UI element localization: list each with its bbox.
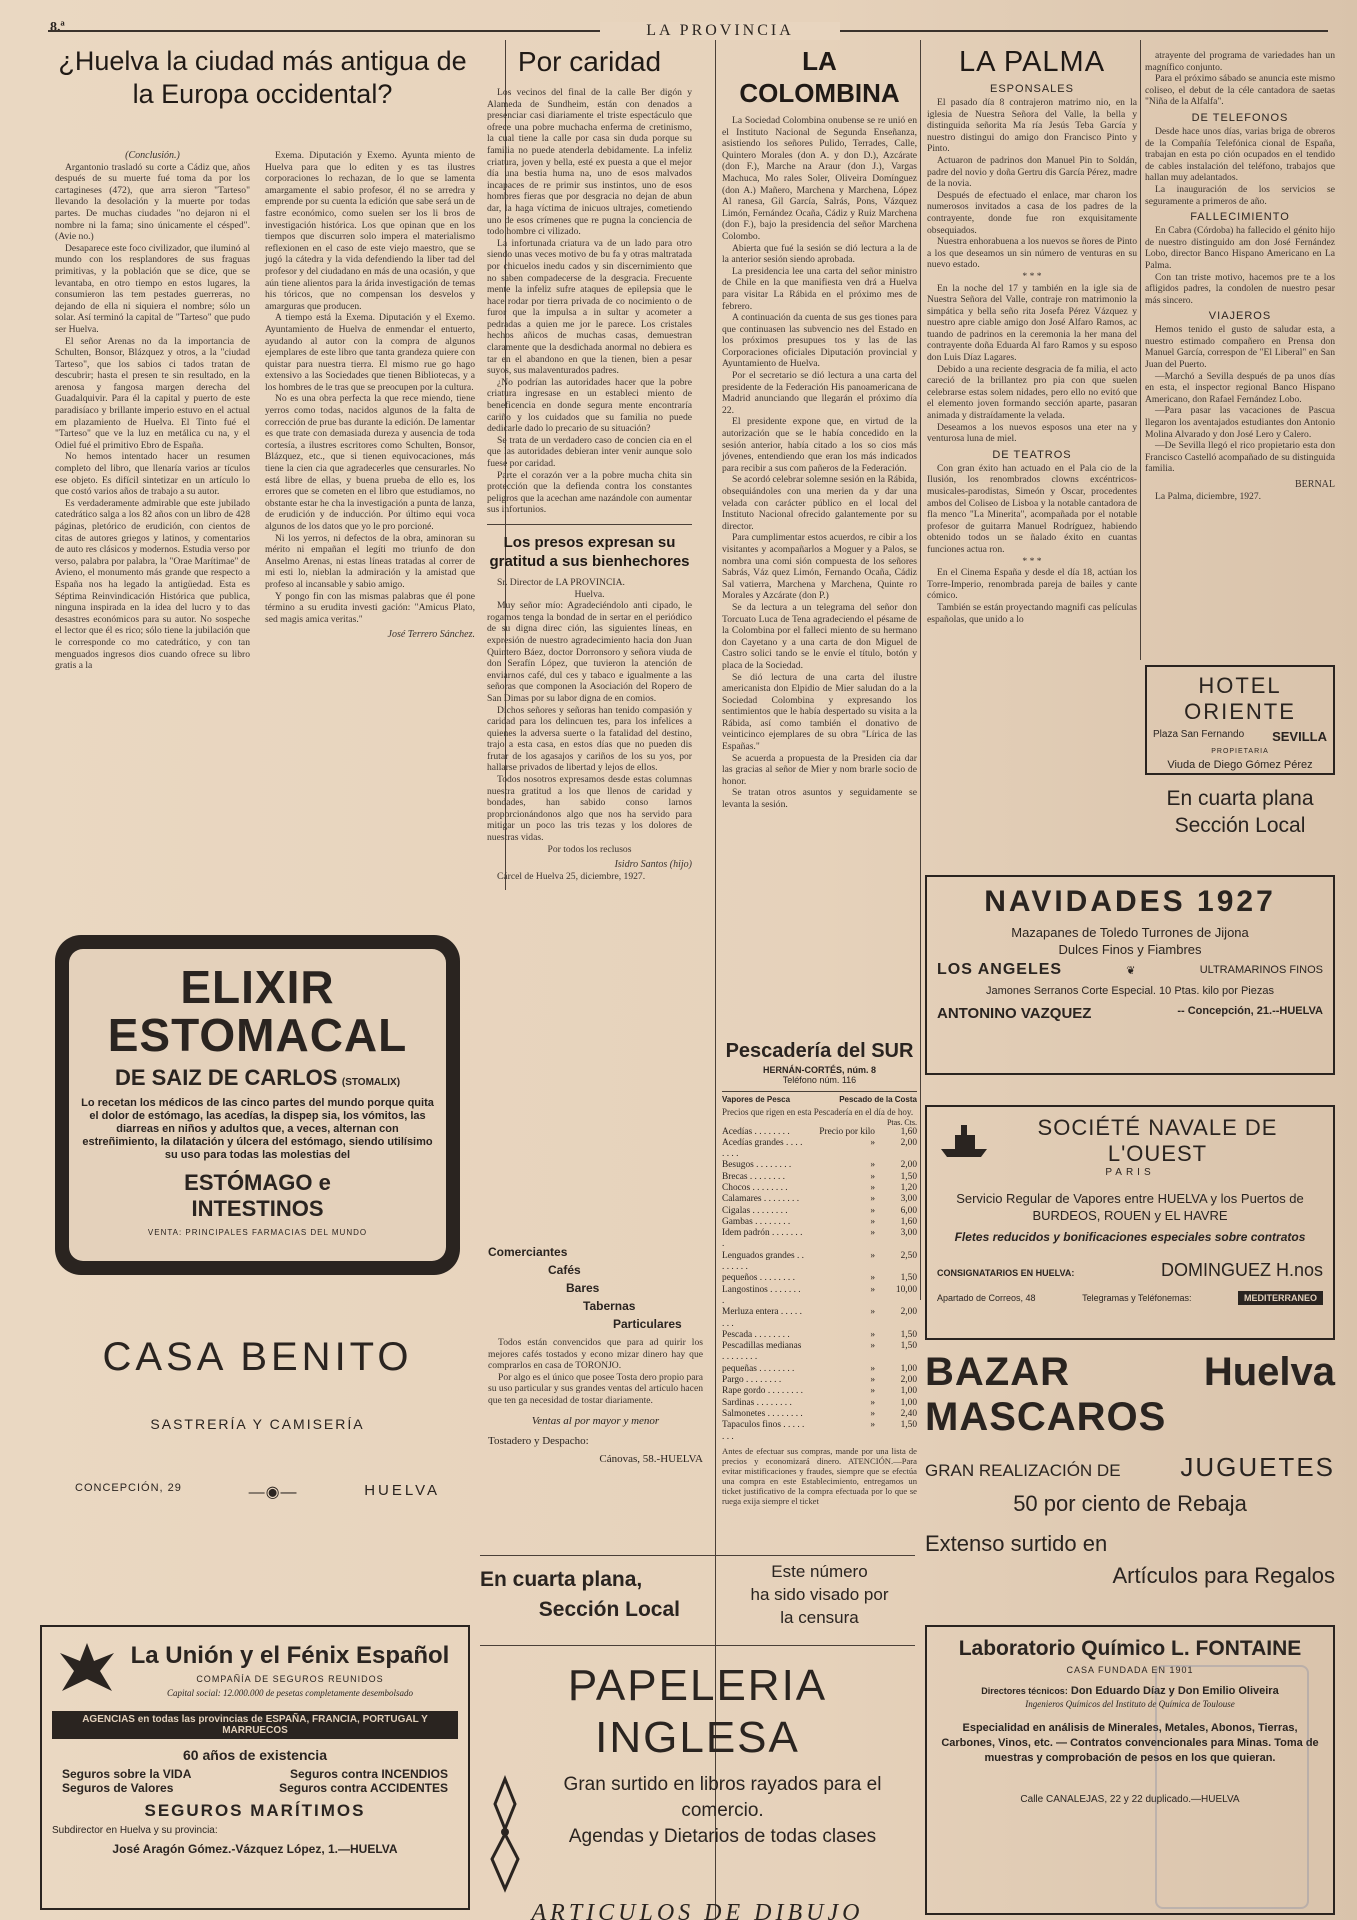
ad-title: CASA BENITO: [102, 1335, 413, 1379]
paragraph: Desde hace unos días, varias briga de obreros de la Compañía Telefónica cional de España, trabajan en esta po ción ocupados en el tendido de cables instalación del teléfono, trabajos que hallan muy adelantados.: [1145, 125, 1335, 184]
paragraph: Es verdaderamente admirable que este jubilado catedrático salga a los 82 años con un libro de 428 páginas, pletórico de erudición, con cientos de citas de autores griegos y latinos, y comentarios de auto res clásicos y modernos. Estudia verso por verso, palabra por palabra, la "Orae Marítimae" de Avieno, el monumento más grande que respecto a España nos ha legado la antigüedad. Esta es Séptima Reinvindicación Histórica que publica, ninguna inspirada en la idea del lucro y to das desastres económicos para su autor. No sospeche el lector que él es rico; sólo tiene la jubilación que le corresponde co mo catedrático, y con tan menguados ingresos dios cuando ofrece su libro gratis a la: [55, 497, 250, 672]
section-heading: DE TEATROS: [992, 448, 1072, 461]
ad-elixir-estomacal: [55, 935, 460, 1275]
ad-prop-label: PROPIETARIA: [1211, 748, 1269, 755]
separator-stars: * * *: [1022, 555, 1042, 567]
paragraph: Con gran éxito han actuado en el Pala cio de la Ilusión, los renombrados clowns excéntricos-musicales-parodistas, Simeón y Oscar, procedentes ambos del Coliseo de Lisboa y la notable cantadora de fla menco "La Minerita", acompañada por el notable profesor de guitarra Manuel Rodríguez, habiendo obtenido todos un se ñalado éxito en cuantas funciones actua ron.: [927, 462, 1137, 555]
ad-title: La Unión y el Fénix Español: [130, 1642, 450, 1669]
letter-city: Huelva.: [574, 588, 605, 600]
price-item-unit: »: [870, 1194, 875, 1205]
price-row: [722, 1217, 917, 1228]
ad-line: Sección Local: [1174, 814, 1306, 837]
col-header: Pescado de la Costa: [839, 1095, 917, 1104]
ad-big1: ESTÓMAGO e: [184, 1170, 331, 1195]
ad-line: LOS ANGELES: [937, 961, 1063, 978]
price-item-name: Chocos . . . . . . . .: [722, 1182, 788, 1193]
paragraph: Dichos señores y señoras han tenido compasión y caridad para los delincuen tes, para los infelices a quienes la adversa suerte o la fatalidad del destino, trajo a esta casa, en estos días que no pueden dis frutar de los agasajos y cariños de los su yos, por hallarse privados de libertad y lejos de ellos.: [487, 704, 692, 774]
price-row: [722, 1273, 917, 1284]
ad-tel-word: MEDITERRANEO: [1238, 1291, 1323, 1305]
paragraph: Para cumplimentar estos acuerdos, re cibir a los visitantes y acompañarlos a Moguer y a Palos, se nombra una comi sión compuesta de los señores Sabrás, Váz quez Limón, Fernando Ocaña, Cádiz Sal vatierra, Marchena y Marchena, Quinte ro Morales y Azcárate (don P.): [722, 532, 917, 602]
price-item-value: 1,50: [900, 1341, 917, 1352]
price-item-name: Tapaculos finos . . . . . . . .: [722, 1420, 805, 1442]
price-item-unit: »: [870, 1250, 875, 1261]
paragraph: Se trata de un verdadero caso de concien cia en el que las autoridades debieran inter venir aunque solo fuese por caridad.: [487, 434, 692, 469]
paragraph: La inauguración de los servicios se seguramente a primeros de año.: [1145, 183, 1335, 207]
ad-navidades: [925, 875, 1335, 1075]
ad-footer: VENTA: PRINCIPALES FARMACIAS DEL MUNDO: [147, 1228, 368, 1237]
ad-row: Seguros contra INCENDIOS: [289, 1767, 448, 1781]
price-item-name: Besugos . . . . . . . .: [722, 1160, 792, 1171]
article-la-colombina: [722, 45, 917, 811]
paragraph: ¿No podrían las autoridades hacer que la pobre criatura ingresase en un estableci miento de beneficencia en donde segura mente encontraría cariño y los cuidados que su familia no puede dedicarle dado lo precario de su situación?: [487, 376, 692, 435]
ad-stomalix: (STOMALIX): [341, 1077, 401, 1088]
price-item-name: Salmonetes . . . . . . . .: [722, 1408, 803, 1419]
ad-line: Extenso surtido en: [925, 1531, 1108, 1556]
price-item-name: Idem padrón . . . . . . . .: [722, 1228, 803, 1250]
price-item-unit: »: [870, 1160, 875, 1171]
price-item-value: 1,60: [900, 1126, 917, 1137]
letter-signature: Isidro Santos (hijo): [614, 859, 692, 871]
paragraph: En el Cinema España y desde el día 18, actúan los Torre-Imperio, renombrada pareja de bailes y cante cómico.: [927, 567, 1137, 602]
ad-label: CONSIGNATARIOS EN HUELVA:: [937, 1268, 1075, 1278]
section-heading: FALLECIMIENTO: [1190, 211, 1290, 224]
ad-title: PAPELERIA INGLESA: [567, 1661, 828, 1762]
ad-tel: Teléfono núm. 116: [782, 1075, 857, 1085]
ad-title: Comerciantes: [488, 1245, 568, 1259]
ad-hotel-oriente: [1145, 665, 1335, 775]
price-item-name: Merluza entera . . . . . . . .: [722, 1307, 802, 1329]
ad-sub: COMPAÑÍA DE SEGUROS REUNIDOS: [196, 1674, 384, 1684]
price-item-unit: Precio por kilo: [819, 1126, 875, 1137]
ship-icon: [937, 1121, 992, 1161]
paragraph: Muy señor mío: Agradeciéndolo anti cipado, le rogamos tenga la bondad de in sertar en el periódico de su digna direc ción, las siguientes líneas, en expresión de nuestro agradecimiento hacia don Juan Quintero Báez, doctor Dorronsoro y señora viuda de don Serafín López, que tuvieron la atención de enviarnos café, dul ces y tabaco e igualmente a las señoras que componen la Asociación del Ropero de San Dimas por su labor digna de en comios.: [487, 600, 692, 704]
ad-line: ARTICULOS DE DIBUJO: [531, 1900, 864, 1920]
paragraph: —De Sevilla llegó el rico propietario esta don Francisco Castelló acompañado de su distinguida familia.: [1145, 440, 1335, 475]
price-item-value: 1,00: [900, 1386, 917, 1397]
paragraph: También se están proyectando magnifi cas películas españolas, que unido a lo: [927, 601, 1137, 625]
price-item-name: Gambas . . . . . . . .: [722, 1216, 791, 1227]
ad-line: Gran surtido en libros rayados para el: [563, 1774, 882, 1795]
price-item-name: Calamares . . . . . . . .: [722, 1194, 800, 1205]
price-row: [722, 1307, 917, 1330]
price-row: [722, 1285, 917, 1308]
price-item-value: 1,50: [900, 1329, 917, 1340]
paragraph: Nuestra enhorabuena a los nuevos se ñores de Pinto a los que deseamos un sin número de venturas en su nuevo estado.: [927, 236, 1137, 271]
ad-text: Especialidad en análisis de Minerales, Metales, Abonos, Tierras, Carbones, Vinos, etc. — Contratos convencionales para Minas. Toma de muestras y comprobación de pesos en los que quieran.: [941, 1722, 1319, 1764]
price-row: [722, 1341, 917, 1364]
price-item-value: 1,60: [900, 1216, 917, 1227]
ad-line: Artículos para Regalos: [1112, 1563, 1335, 1588]
paragraph: Debido a una reciente desgracia de fa milia, el acto careció de la brillantez pro pia con que suelen celebrarse estas solem nidades, pero ello no evitó que el elemento joven formando sección aparte, pasaran animada y distraídamente la velada.: [927, 363, 1137, 422]
ad-text: Todos están convencidos que para ad quirir los mejores cafés tostados y econo mizar dinero hay que comprarlos en casa de TORONJO.: [488, 1337, 703, 1372]
price-item-name: Rape gordo . . . . . . . .: [722, 1386, 803, 1397]
price-item-name: Pescada . . . . . . . .: [722, 1329, 790, 1340]
price-item-name: Sardinas . . . . . . . .: [722, 1397, 792, 1408]
notice-censura: [722, 1560, 917, 1629]
ad-title: HOTEL ORIENTE: [1184, 673, 1296, 724]
column-rule: [715, 40, 716, 1920]
price-item-value: 2,40: [900, 1408, 917, 1419]
ad-sub: Ingenieros Químicos del Instituto de Química de Toulouse: [1025, 1699, 1235, 1709]
page-number: 8.ª: [50, 20, 65, 35]
price-row: [722, 1194, 917, 1205]
paragraph: La Sociedad Colombina onubense se re unió en el Instituto Nacional de Segunda Enseñanza, asistiendo los señores Pulido, Terrades, Calle, Quintero Morales (don A. y don D.), Azcárate (don F.), Marche na Araur (don J.), Vargas Machuca, Mo rales Soler, Oliveira Domínguez (don A.) Mañero, Marchena y Marchena, López Al ranesa, Gil García, Salrás, Pons, Vázquez Limón, Fernández Ocaña, Cádiz y Ruiz Marchena (don F.), bajo la presidencia del señor Marchena Colombo.: [722, 115, 917, 242]
price-item-value: 2,00: [900, 1307, 917, 1318]
paragraph: —Marchó a Sevilla después de pa unos días en esta, el inspector regional Banco Hispano Americano, don Rafael Fernández Lobo.: [1145, 370, 1335, 405]
price-item-name: pequeños . . . . . . . .: [722, 1273, 795, 1284]
section-heading: DE TELEFONOS: [1191, 111, 1289, 124]
price-item-value: 2,50: [900, 1250, 917, 1261]
ad-row: Seguros contra ACCIDENTES: [279, 1781, 448, 1795]
paragraph: Después de efectuado el enlace, mar charon los numerosos invitados a casa de los padres de la contrayente, donde fue ron exquisitamente obsequiados.: [927, 189, 1137, 236]
col-units: Ptas. Cts.: [886, 1117, 917, 1127]
paragraph: El pasado día 8 contrajeron matrimo nio, en la iglesia de Nuestra Señora del Valle, la bella y distinguida señorita Ma ría Jesús Teba García y nuestro distingui do amigo don Francisco Pinto y Pinto.: [927, 97, 1137, 155]
ad-casa-benito: [55, 1335, 460, 1575]
paragraph: La infortunada criatura va de un lado para otro siendo unas veces motivo de bu fa y otras maltratada por chicuelos inedu cados y sin discernimiento que no saben compadecerse de la desgracia. Frecuente mente la infeliz sufre ataques de epilepsia que le hace rodar por tierra privada de co nocimiento o de furor que la impulsa a in sultar y acometer a pedradas a quien me jor le parece. Los cristales hechos añicos de muchas casas, demuestran claramente que la desdichada anormal no debiera es tar en el abandono en que la tienen, bien a pesar suyos, sus malaventurados padres.: [487, 237, 692, 377]
ad-line: JUGUETES: [1180, 1452, 1335, 1482]
price-item-value: 3,00: [900, 1228, 917, 1239]
paragraph: Se dió lectura de una carta del ilustre americanista don Elpidio de Mier saludan do a la Sociedad Colombina y expresando los sentimientos que le había despertado su visita a la Rábida, así como también el donativo de veinticinco ejemplares de su obra "Lírica de las Españas.": [722, 671, 917, 753]
ad-cuarta-plana-right: [1145, 785, 1335, 839]
price-item-name: Lenguados grandes . . . . . . . .: [722, 1250, 805, 1273]
ad-line: -- Concepción, 21.--HUELVA: [1177, 1005, 1323, 1017]
price-row: [722, 1127, 917, 1138]
archive-watermark: [1155, 1665, 1309, 1909]
ad-title: ELIXIR ESTOMACAL: [107, 961, 408, 1061]
paragraph: El presidente expone que, en virtud de la autorización que se le había concedido en la sesión anterior, había citado a los so cios más jóvenes, entendiendo que eran los más indicados para recibir a sus com pañeros de la Federación.: [722, 416, 917, 474]
price-item-value: 1,20: [900, 1182, 917, 1193]
price-row: [722, 1228, 917, 1251]
price-row: [722, 1330, 917, 1341]
ad-person: José Aragón Gómez.-Vázquez López, 1.—HUELVA: [112, 1842, 398, 1856]
paragraph: Actuaron de padrinos don Manuel Pin to Soldán, padre del novio y doña Gertru dis García Pérez, madre de la novia.: [927, 154, 1137, 190]
paragraph: —Para pasar las vacaciones de Pascua llegaron los aventajados estudiantes don Antonio Molina Alvarado y don José Lero y Calero.: [1145, 405, 1335, 440]
price-item-unit: »: [870, 1228, 875, 1239]
paragraph: Desaparece este foco civilizador, que iluminó al mundo con los resplandores de sus fraguas primitivas, y la población que se dice, que se levantaba, en otro tiempo en estos lugares, la consumieron las tem pestades guerreras, no dejando de ella ni siquiera el nombre; sólo un solar. Así terminó la capital de "Tarteso" que pudo ser Huelva.: [55, 242, 250, 335]
article-title: LA PALMA: [958, 46, 1106, 78]
paragraph: El señor Arenas no da la importancia de Schulten, Bonsor, Blázquez y otros, a la "ciudad Tarteso", que los sabios ci tados tratan de descubrir; hasta el presen te sin resultado, en la arenosa y fangosa margen derecha del Guadalquivir. Para él la capital y puerto de este paradisíaco y brillante imperio estuvo en el actual em plazamiento de Huelva. El Tinto fué el "Tarteso" que ve la luz en metálica cu na, y el Odiel fué el primitivo Ebro de España.: [55, 335, 250, 451]
ad-big2: INTESTINOS: [191, 1196, 324, 1221]
ad-title: BAZAR MASCAROS: [925, 1350, 1167, 1439]
price-item-name: pequeñas . . . . . . . .: [722, 1363, 795, 1374]
price-item-value: 1,00: [900, 1363, 917, 1374]
ad-line: Servicio Regular de Vapores entre HUELVA y los Puertos de BURDEOS, ROUEN y EL HAVRE: [956, 1191, 1304, 1223]
ad-line: Agendas y Dietarios de todas clases: [568, 1826, 877, 1847]
paragraph: Se acuerda a propuesta de la Presiden cia dar las gracias al señor de Mier y nom brarle socio de honor.: [722, 752, 917, 787]
ad-address: CONCEPCIÓN, 29: [75, 1482, 182, 1494]
paragraph: No hemos intentado hacer un resumen completo del libro, que llenaría varios ar tículos ese objeto. Es difícil sintetizar en un artículo lo que costó varios años de trabajo a su autor.: [55, 451, 250, 498]
notice-line: Este número: [771, 1562, 868, 1581]
ad-union-fenix: [40, 1625, 470, 1910]
signature: José Terrero Sánchez.: [387, 629, 475, 641]
price-item-value: 2,00: [900, 1160, 917, 1171]
ad-line: En cuarta plana: [1166, 787, 1314, 810]
ad-city: SEVILLA: [1272, 729, 1327, 744]
ad-comerciantes: [488, 1245, 703, 1465]
ad-consignee: DOMINGUEZ H.nos: [1160, 1260, 1323, 1280]
price-row: [722, 1420, 917, 1443]
price-item-name: Pescadillas medianas . . . . . . . .: [722, 1341, 802, 1363]
ad-note: Antes de efectuar sus compras, mande por una lista de precios y economizará dinero. ATENCIÓN.—Para evitar mistificaciones y fraudes, siempre que se efectúa una compra en este Establecimiento, entregamos un ticket justificativo de la compra efectuada por lo que se ruega exija siempre el ticket: [722, 1445, 917, 1506]
ad-tostadero: Tostadero y Despacho:: [488, 1434, 589, 1447]
ad-line: Fletes reducidos y bonificaciones especiales sobre contratos: [954, 1230, 1306, 1244]
paragraph: No es una obra perfecta la que rece miendo, tiene yerros como todas, nacidos algunos de la falta de corrección de prue bas durante la edición. De lamentar es que trate con demasiada dureza y ausencia de toda cortesía, a ilustres escritores como Schulten, Bonsor, Blázquez, etc., que si tienen equivocaciones, más tiene la cien cia que agradecerles que censurarles. No está libre de ellas, y buena prueba de ello es, los errores que se cometen en el libro que estudiamos, no obstante estar he cha la investigación a punta de lanza, de erudición y de inducción. Por último equi voca algunos de los datos que yo le pro porcioné.: [265, 393, 475, 532]
article-title: Por caridad: [517, 46, 662, 77]
price-item-value: 1,50: [900, 1420, 917, 1431]
price-item-name: Brecas . . . . . . . .: [722, 1171, 786, 1182]
price-item-value: 1,50: [900, 1171, 917, 1182]
separator-stars: * * *: [1022, 270, 1042, 282]
ad-address: Plaza San Fernando: [1153, 729, 1245, 740]
ad-city: PARIS: [1105, 1167, 1155, 1178]
ad-line: Jamones Serranos Corte Especial. 10 Ptas. kilo por Piezas: [986, 985, 1274, 997]
price-row: [722, 1398, 917, 1409]
subtitle: Los presos expresan su gratitud a sus bienhechores: [489, 533, 690, 570]
section-heading: VIAJEROS: [1208, 310, 1272, 323]
ad-address: HERNÁN-CORTÉS, núm. 8: [762, 1065, 876, 1075]
price-item-name: Cigalas . . . . . . . .: [722, 1205, 788, 1216]
price-item-unit: »: [870, 1307, 875, 1318]
paragraph: Argantonio trasladó su corte a Cádiz que, años después de su muerte fué toma da por los cartagineses (472), que arra sieron "Tarteso" llevando la desolación y la muerte por todas partes. De muchas ciudades "no dejaron ni el nombre ni la fama; sino únicamente el césped". (Avie no.): [55, 161, 250, 243]
price-row: [722, 1183, 917, 1194]
paragraph: Todos nosotros expresamos desde estas columnas nuestra gratitud a los que llenos de caridad y bondades, han sabido conso larnos proporcionándonos algo que nos ha servido para mitigar un poco las tris tezas y los dolores de nuestras vidas.: [487, 774, 692, 844]
ad-line: Dulces Finos y Fiambres: [1058, 942, 1202, 957]
paragraph: En la noche del 17 y también en la igle sia de Nuestra Señora del Valle, contraje ron matrimonio la simpática y bella seño rita Josefa Pérez Vázquez y nuestro apre ciable amigo don José Alfaro Ramos, ac tuando de padrinos en la ceremonia la her mana del contrayente doña Eduarda Al faro Ramos y su esposo don Luis Díaz Lagares.: [927, 282, 1137, 364]
paragraph: Deseamos a los nuevos esposos una eter na y venturosa luna de miel.: [927, 421, 1137, 445]
price-row: [722, 1138, 917, 1161]
article-la-palma-cont: [1145, 50, 1335, 502]
ad-papeleria-inglesa: [480, 1660, 915, 1920]
ad-line: GRAN REALIZACIÓN DE: [925, 1461, 1121, 1480]
paragraph: Se tratan otros asuntos y seguidamente se levanta la sesión.: [722, 787, 917, 811]
price-item-unit: »: [870, 1363, 875, 1374]
price-row: [722, 1375, 917, 1386]
notice-line: ha sido visado por: [750, 1585, 889, 1604]
price-item-unit: »: [870, 1329, 875, 1340]
col-header: Vapores de Pesca: [722, 1095, 791, 1104]
signature: BERNAL: [1295, 479, 1335, 490]
price-item-value: 2,00: [900, 1375, 917, 1386]
phoenix-emblem-icon: [52, 1635, 122, 1705]
ad-line: En cuarta plana,: [480, 1568, 643, 1591]
ad-text: Lo recetan los médicos de las cinco partes del mundo porque quita el dolor de estómago, las acedías, la dispep sia, los vómitos, las diarreas en niños y adultos que, a veces, alternan con estreñimiento, la dilatación y úlcera del estómago, siendo utilísimo su uso para todas las molestias del: [81, 1097, 434, 1161]
ad-title: Pescadería del SUR: [725, 1040, 914, 1062]
price-item-unit: »: [870, 1182, 875, 1193]
price-item-unit: »: [870, 1284, 875, 1295]
ad-line: Mazapanes de Toledo Turrones de Jijona: [1011, 925, 1249, 940]
ad-sub2: Subdirector en Huelva y su provincia:: [52, 1825, 218, 1836]
ad-city: HUELVA: [364, 1482, 440, 1499]
paragraph: Abierta que fué la sesión se dió lectura a la de la anterior sesión siendo aprobada.: [722, 242, 917, 266]
price-item-unit: »: [870, 1273, 875, 1284]
price-item-name: Langostinos . . . . . . . .: [722, 1284, 801, 1306]
article-huelva-col-a: [55, 150, 250, 672]
price-item-unit: »: [870, 1341, 875, 1352]
paragraph: Por el secretario se dió lectura a una carta del presidente de la Federación His panoamericana de Madrid anunciando que llegarán el próximo día 22.: [722, 370, 917, 416]
ad-societe-navale: [925, 1105, 1335, 1340]
column-rule: [1140, 40, 1141, 660]
column-rule: [920, 40, 921, 1300]
price-item-unit: »: [870, 1171, 875, 1182]
section-heading: ESPONSALES: [990, 83, 1074, 95]
price-list: [722, 1127, 917, 1443]
article-por-caridad: [487, 45, 692, 882]
ad-agencias: AGENCIAS en todas las provincias de ESPAÑA, FRANCIA, PORTUGAL Y MARRUECOS: [52, 1711, 458, 1739]
ad-maritimos: SEGUROS MARÍTIMOS: [144, 1801, 366, 1820]
ad-line: ANTONINO VAZQUEZ: [937, 1005, 1092, 1022]
dateline: La Palma, diciembre, 1927.: [1155, 490, 1262, 502]
ornament-icon: ―◉―: [248, 1484, 298, 1501]
ad-line: Sección Local: [538, 1598, 680, 1621]
paragraph: Se da lectura a un telegrama del señor don Torcuato Luca de Tena agradeciendo el pésame de la Colombina por el falleci miento de su hermano don Cayetano y a una carta de don Miguel de Castro solici tando se le envíe el título, botón y placa de la Sociedad.: [722, 601, 917, 671]
price-item-value: 1,50: [900, 1273, 917, 1284]
price-item-unit: »: [870, 1386, 875, 1397]
paragraph: Ni los yerros, ni defectos de la obra, aminoran su mérito ni empañan el legíti mo triunfo de don Anselmo Arenas, ni estas líneas tratadas al correr de mi esti lo, nieblan la admiración y la amistad que profeso al incansable y sabio amigo.: [265, 532, 475, 590]
ad-title: SOCIÉTÉ NAVALE DE L'OUEST: [1037, 1115, 1278, 1166]
paragraph: Por todos los reclusos: [547, 843, 632, 855]
ad-address: Calle CANALEJAS, 22 y 22 duplicado.—HUELVA: [1020, 1794, 1240, 1805]
paragraph: Parte el corazón ver a la pobre mucha chita sin protección que la defienda contra los constantes peligros que la acechan ame nazándole con aumentar sus infortunios.: [487, 469, 692, 516]
article-title: ¿Huelva la ciudad más antigua de la Europa occidental?: [58, 46, 467, 109]
ad-row: Seguros de Valores: [62, 1781, 174, 1795]
price-item-unit: »: [870, 1137, 875, 1148]
price-item-name: Acedías grandes . . . . . . . .: [722, 1137, 803, 1160]
price-item-value: 10,00: [895, 1284, 917, 1295]
paragraph: A tiempo está la Exema. Diputación y el Exemo. Ayuntamiento de Huelva de enmendar el entuerto, ayudando al autor con la compra de algunos ejemplares de este libro que tanta grandeza quiere con quistar para nuestra tierra. El mismo rue go hago extensivo a las Sociedades que tienen Bibliotecas, y a los hombres de le tras que se preocupen por la cultura.: [265, 312, 475, 393]
paragraph: Y pongo fin con las mismas palabras que él pone término a su erudita investi gación: "Amicus Plato, sed magis amica veritas.": [265, 590, 475, 625]
price-item-value: 3,00: [900, 1194, 917, 1205]
price-item-value: 1,00: [900, 1397, 917, 1408]
price-item-value: 2,00: [900, 1137, 917, 1148]
ad-line: 50 por ciento de Rebaja: [1013, 1491, 1247, 1516]
ad-line: Cafés: [548, 1263, 581, 1277]
ad-line: ULTRAMARINOS FINOS: [1199, 964, 1323, 976]
article-huelva-col-b: [265, 150, 475, 641]
ad-city: Huelva: [1203, 1350, 1335, 1394]
ad-line: Bares: [566, 1281, 600, 1295]
paragraph: La presidencia lee una carta del señor ministro de Chile en la que manifiesta ven drá a Huelva para visitar La Rábida en el próximo mes de febrero.: [722, 265, 917, 312]
price-item-name: Pargo . . . . . . . .: [722, 1375, 782, 1386]
price-item-unit: »: [870, 1375, 875, 1386]
ad-title: Laboratorio Químico L. FONTAINE: [958, 1637, 1302, 1660]
ad-dir-label: Directores técnicos:: [981, 1686, 1068, 1696]
ad-text: Por algo es el único que posee Tosta dero propio para su uso particular y sus grandes ventas del artículo hacen que ten ga necesidad de tostar diariamente.: [488, 1371, 703, 1406]
masthead: LA PROVINCIA: [600, 22, 840, 40]
ad-bazar-mascaros: [925, 1350, 1335, 1610]
price-row: [722, 1386, 917, 1397]
ad-tel-label: Telegramas y Teléfonemas:: [1082, 1293, 1192, 1303]
ad-line: Particulares: [613, 1317, 682, 1331]
price-item-unit: »: [870, 1397, 875, 1408]
paragraph: Para el próximo sábado se anuncia este mismo coliseo, el debut de la céle cantadora de saetas "Niña de la Alfalfa".: [1145, 73, 1335, 108]
price-item-unit: »: [870, 1408, 875, 1419]
conclusion-label: (Conclusión.): [125, 150, 180, 161]
ad-years: 60 años de existencia: [183, 1747, 327, 1763]
price-row: [722, 1160, 917, 1171]
paragraph: Hemos tenido el gusto de saludar esta, a nuestro estimado compañero en Prensa don Manuel García, correspon de "El Liberal" en San Juan del Puerto.: [1145, 324, 1335, 371]
ad-line: comercio.: [681, 1800, 764, 1821]
price-row: [722, 1364, 917, 1375]
ad-pescaderia: [722, 1040, 917, 1506]
ornament-icon: [480, 1774, 530, 1894]
price-item-name: Acedías . . . . . . . .: [722, 1126, 790, 1137]
ad-directors: Don Eduardo Díaz y Don Emilio Oliveira: [1070, 1685, 1279, 1697]
ad-line: Tabernas: [583, 1299, 636, 1313]
notice-line: la censura: [780, 1608, 859, 1627]
ad-title: NAVIDADES 1927: [984, 885, 1276, 918]
ad-row: Seguros sobre la VIDA: [62, 1767, 192, 1781]
paragraph: atrayente del programa de variedades han un magnífico conjunto.: [1145, 50, 1335, 73]
letter-to: Sr. Director de LA PROVINCIA.: [497, 576, 625, 588]
article-huelva: [55, 45, 470, 111]
price-item-value: 6,00: [900, 1205, 917, 1216]
ad-sales: Ventas al por mayor y menor: [531, 1414, 660, 1427]
ad-apartado: Apartado de Correos, 48: [937, 1293, 1036, 1303]
letter-date: Cárcel de Huelva 25, diciembre, 1927.: [497, 870, 646, 882]
article-la-palma: [927, 45, 1137, 625]
ad-intro: Precios que rigen en esta Pescadería en el día de hoy.: [722, 1107, 914, 1117]
paragraph: En Cabra (Córdoba) ha fallecido el génito hijo de nuestro distinguido am don José Fernández Lobo, director Banco Hispano Americano en La Palma.: [1145, 225, 1335, 271]
price-item-unit: »: [870, 1420, 875, 1431]
ad-founded: CASA FUNDADA EN 1901: [1066, 1665, 1194, 1675]
ad-sub: SASTRERÍA Y CAMISERÍA: [150, 1416, 365, 1432]
paragraph: Exema. Diputación y Exemo. Ayunta miento de Huelva para que lo editen y es tas ilustres corporaciones lo rechazan, de lo que se lamenta amargamente el sabio profesor, él no se arredra y emprende por su cuenta la edición que sabe será un de fastre económico, como suelen ser los li bros de investigación histórica. Los que opinan que en los tiempos que discurren solo impera el materialismo reflexionen en el caso de este viejo maestro, que se jugó la cátedra y la vida defendiendo la liber tad del profesor y del ciudadano en más de una ocasión, y que aún tiene alientos para la árida investigación de temas his tóricos, que no compensan los desvelos y amarguras que producen.: [265, 150, 475, 312]
price-row: [722, 1409, 917, 1420]
paragraph: Los vecinos del final de la calle Ber digón y Alameda de Sundheim, están con denados a presenciar casi diariamente el triste espectáculo que ofrece una pobre muchacha enferma de cretinismo, la cual tiene la calle por casa sin duda porque su familia no puede atenderla debidamente. La infeliz criatura, joven y bella, esté ex puesta a que el mejor día una bestia huma na, uno de esos malvados incapaces de re primir sus instintos, uno de esos hombres fieras que por desgracia no dejan de abun dar, la haga víctima de inicuos ultrajes, cometiendo uno de esos crímenes que re pugna la conciencia de todo hombre ci vilizado.: [487, 87, 692, 238]
price-item-unit: »: [870, 1205, 875, 1216]
ornament-icon: ❦: [1126, 964, 1136, 977]
price-row: [722, 1206, 917, 1217]
ad-cuarta-plana-left: [480, 1565, 680, 1625]
ad-brand: DE SAIZ DE CARLOS: [114, 1065, 338, 1090]
paragraph: A continuación da cuenta de sus ges tiones para que continuasen las subvencio nes del Estado en los próximos presupues tos y las de las Corporaciones oficiales Diputación provincial y Ayuntamiento de Huelva.: [722, 312, 917, 370]
price-row: [722, 1251, 917, 1274]
ad-address: Cánovas, 58.-HUELVA: [599, 1452, 703, 1465]
paragraph: Se acordó celebrar solemne sesión en la Rábida, obsequiándoles con una merien da y dar una velada con carácter público en el local del Instituto Nacional ofrecido galantemente por su director.: [722, 474, 917, 532]
ad-capital: Capital social: 12.000.000 de pesetas completamente desembolsado: [167, 1688, 413, 1698]
paragraph: Con tan triste motivo, hacemos pre te a los afligidos padres, la condolen de nuestro pesar más sincero.: [1145, 271, 1335, 306]
article-title: LA COLOMBINA: [739, 46, 900, 108]
price-row: [722, 1172, 917, 1183]
ad-owner: Viuda de Diego Gómez Pérez: [1167, 759, 1313, 771]
price-item-unit: »: [870, 1216, 875, 1227]
